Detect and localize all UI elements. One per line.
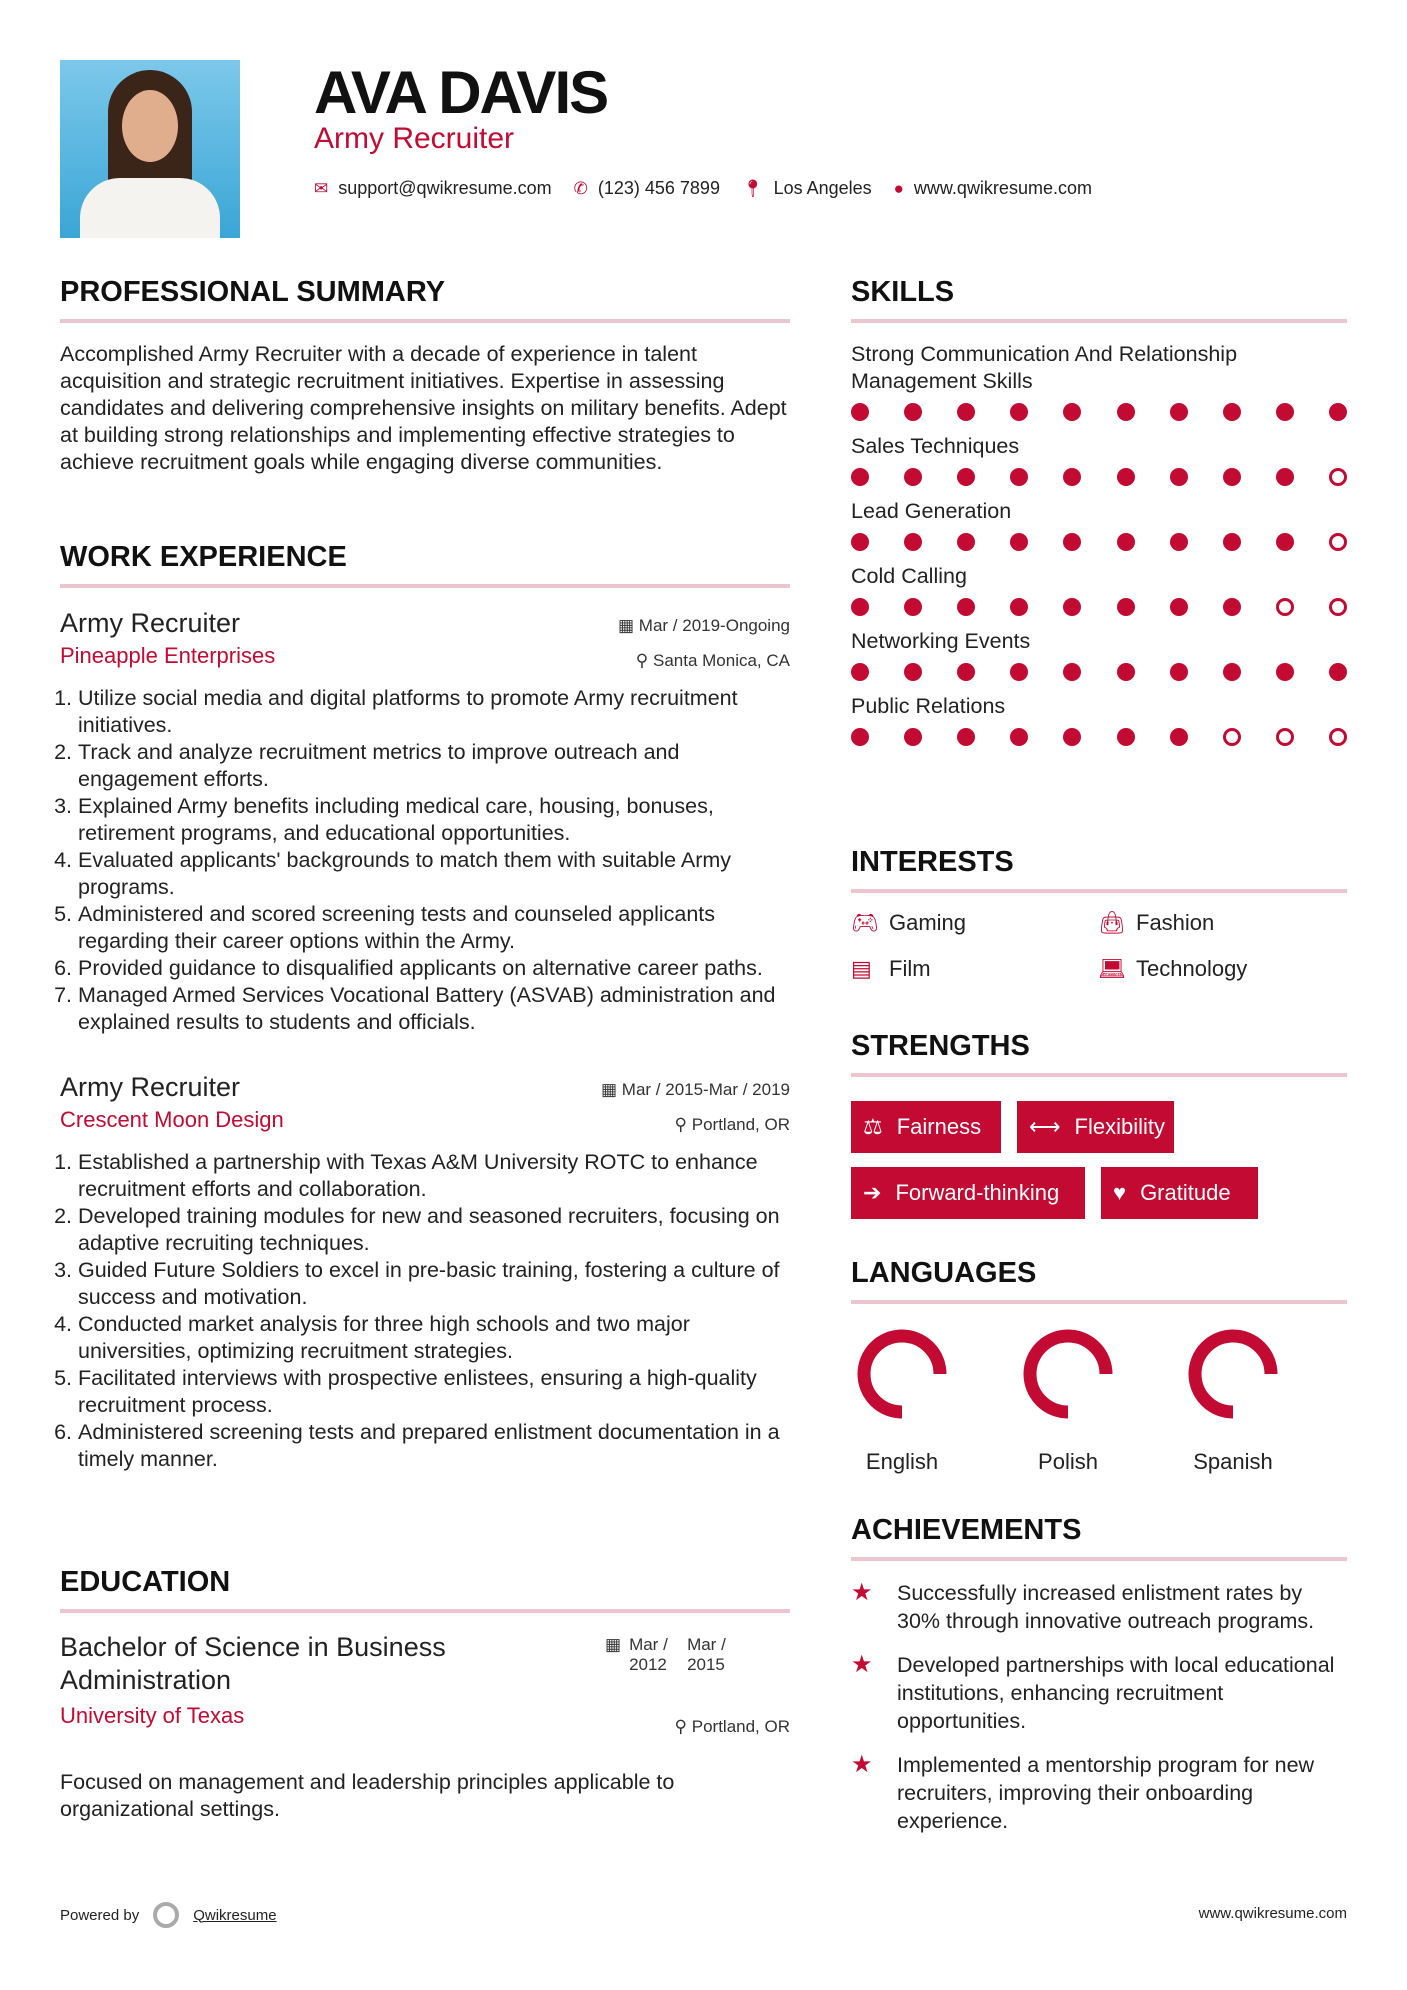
company-name: Crescent Moon Design [60,1107,284,1132]
rating-dot-filled [1223,663,1241,681]
arrows-h-icon: ⟷ [1029,1114,1061,1139]
interests-section [851,846,1347,1006]
divider [60,1609,790,1613]
interest-fashion: 👜︎ Fashion [1098,910,1215,935]
list-item: 6. Provided guidance to disqualified applicants on alternative career paths. [78,955,790,982]
email[interactable]: support@qwikresume.com [338,178,552,198]
rating-dot-empty [1329,598,1347,616]
rating-dot-filled [1010,533,1028,551]
rating-dot-filled [1170,728,1188,746]
section-title: WORK EXPERIENCE [60,541,347,573]
summary-section [60,276,790,476]
language-level-arc [837,1324,967,1424]
phone: (123) 456 7899 [597,178,720,198]
brand-link[interactable]: Qwikresume [193,1906,277,1924]
pin-icon: ⚲ [674,1717,692,1736]
rating-dot-filled [904,533,922,551]
rating-dot-filled [1063,663,1081,681]
dates-text: Mar / 2015-Mar / 2019 [621,1080,790,1099]
rating-dot-filled [957,728,975,746]
dates-text: Mar / 2019-Ongoing [638,616,790,635]
globe-icon: ● [893,178,904,198]
qwikresume-logo-icon [153,1902,179,1928]
rating-dot-filled [851,403,869,421]
job-location [636,651,790,671]
divider [851,1300,1347,1304]
laptop-icon: 💻︎ [1098,956,1126,981]
skill-name: Public Relations [851,694,1006,718]
rating-dot-empty [1223,728,1241,746]
rating-dot-filled [1010,403,1028,421]
skill-name: Lead Generation [851,499,1012,523]
skill-rating [851,663,1347,681]
company-name: Pineapple Enterprises [60,643,276,668]
language-item [837,1324,967,1475]
achievement-item [851,1651,1347,1735]
rating-dot-filled [1276,533,1294,551]
calendar-icon: ▦ [601,1080,622,1099]
list-item: 4. Evaluated applicants' backgrounds to match them with suitable Army programs. [78,847,790,901]
achievements-section [851,1514,1347,1851]
rating-dot-filled [1170,663,1188,681]
job-dates [618,616,790,636]
rating-dot-filled [1063,468,1081,486]
list-item: 5. Administered and scored screening tests and counseled applicants regarding their career options within the Army. [78,901,790,955]
language-name: Spanish [1193,1449,1273,1474]
summary-text: Accomplished Army Recruiter with a decade of experience in talent acquisition and strategic recruitment initiatives. Expertise in assessing candidates and delivering comprehensive insights on military benefits. Adept at building strong relationships and implementing effective strategies to achieve recruitment goals while engaging diverse communities. [60,342,787,474]
language-name: Polish [1038,1449,1098,1474]
rating-dot-filled [851,728,869,746]
job-entry [60,1072,790,1473]
divider [851,1557,1347,1561]
strength-forward-thinking: ➔ Forward-thinking [851,1167,1085,1219]
rating-dot-filled [904,598,922,616]
divider [851,1073,1347,1077]
rating-dot-filled [851,663,869,681]
pin-icon: ⚲ [635,651,653,670]
heart-icon: ♥ [1113,1180,1127,1205]
skill-rating [851,598,1347,616]
skill-rating [851,533,1347,551]
achievement-text: Developed partnerships with local educational institutions, enhancing recruitment opportunities. [897,1653,1335,1733]
rating-dot-filled [1117,533,1135,551]
rating-dot-filled [1010,728,1028,746]
strength-gratitude: ♥ Gratitude [1101,1167,1258,1219]
website[interactable]: www.qwikresume.com [913,178,1092,198]
rating-dot-filled [1329,663,1347,681]
section-title: ACHIEVEMENTS [851,1514,1082,1546]
footer-url[interactable]: www.qwikresume.com [1198,1905,1347,1922]
strength-fairness: ⚖ Fairness [851,1101,1001,1153]
skill-rating [851,728,1347,746]
divider [851,889,1347,893]
language-name: English [865,1449,939,1474]
gamepad-icon: 🎮︎ [851,910,879,935]
rating-dot-filled [1276,403,1294,421]
rating-dot-filled [957,663,975,681]
rating-dot-filled [851,598,869,616]
envelope-icon: ✉ [314,178,329,198]
achievement-text: Implemented a mentorship program for new recruiters, improving their onboarding experience. [897,1753,1315,1833]
calendar-icon: ▦ [605,1635,622,1654]
job-role: Army Recruiter [314,122,515,155]
star-icon: ★ [851,1751,873,1778]
degree: Bachelor of Science in Business Administration [60,1632,446,1695]
list-item: 1. Utilize social media and digital platforms to promote Army recruitment initiatives. [78,685,790,739]
achievement-item [851,1579,1347,1635]
job-title: Army Recruiter [60,608,241,638]
rating-dot-empty [1329,533,1347,551]
skills-section [851,276,1347,758]
divider [851,319,1347,323]
rating-dot-filled [957,403,975,421]
section-title: SKILLS [851,276,955,308]
rating-dot-filled [851,468,869,486]
map-pin-icon: 📍︎ [741,178,764,198]
rating-dot-empty [1276,728,1294,746]
rating-dot-filled [1117,728,1135,746]
rating-dot-empty [1329,468,1347,486]
rating-dot-filled [1010,468,1028,486]
language-item [1003,1324,1133,1475]
rating-dot-filled [904,403,922,421]
rating-dot-filled [957,533,975,551]
rating-dot-filled [904,728,922,746]
strength-flexibility: ⟷ Flexibility [1017,1101,1174,1153]
job-location [675,1115,790,1135]
skill-rating [851,403,1347,421]
arrow-right-icon: ➔ [863,1180,882,1205]
rating-dot-filled [1170,598,1188,616]
location: Los Angeles [773,178,872,198]
rating-dot-filled [1276,663,1294,681]
rating-dot-filled [1223,468,1241,486]
skill-name: Cold Calling [851,564,967,588]
achievement-text: Successfully increased enlistment rates by 30% through innovative outreach programs. [897,1581,1315,1633]
section-title: EDUCATION [60,1566,231,1598]
skill-name: Networking Events [851,629,1031,653]
job-title: Army Recruiter [60,1072,241,1102]
rating-dot-filled [1170,533,1188,551]
rating-dot-filled [1010,663,1028,681]
rating-dot-filled [1117,468,1135,486]
bullet-list [60,685,790,1036]
strengths-section [851,1030,1347,1230]
skill-name: Sales Techniques [851,434,1020,458]
rating-dot-filled [904,663,922,681]
balance-scale-icon: ⚖ [863,1114,883,1139]
rating-dot-filled [1010,598,1028,616]
pin-icon: ⚲ [674,1115,692,1134]
rating-dot-empty [1329,728,1347,746]
school: University of Texas [60,1703,245,1728]
interest-technology: 💻︎ Technology [1098,956,1248,981]
rating-dot-filled [1117,598,1135,616]
divider [60,584,790,588]
list-item: 6. Administered screening tests and prepared enlistment documentation in a timely manner. [78,1419,790,1473]
rating-dot-filled [851,533,869,551]
list-item: 1. Established a partnership with Texas A&M University ROTC to enhance recruitment efforts and collaboration. [78,1149,790,1203]
edu-end: Mar / 2015 [687,1635,726,1674]
rating-dot-filled [957,468,975,486]
rating-dot-filled [957,598,975,616]
job-dates [601,1080,790,1100]
rating-dot-filled [1329,403,1347,421]
footer-powered: Powered by Qwikresume [60,1902,277,1928]
interest-gaming: 🎮︎ Gaming [851,910,967,935]
language-level-arc [1003,1324,1133,1424]
list-item: 3. Guided Future Soldiers to excel in pre-basic training, fostering a culture of success and motivation. [78,1257,790,1311]
phone-icon: ✆ [573,178,588,198]
divider [60,319,790,323]
film-icon: ▤ [851,956,872,981]
rating-dot-filled [1117,663,1135,681]
contact-bar [314,178,1092,199]
skill-name: Strong Communication And Relationship Management Skills [851,342,1238,393]
job-entry [60,608,790,1036]
work-section [60,541,790,1473]
rating-dot-filled [1223,598,1241,616]
edu-location: ⚲ Portland, OR [674,1717,790,1736]
list-item: 4. Conducted market analysis for three high schools and two major universities, optimizing recruitment strategies. [78,1311,790,1365]
list-item: 5. Facilitated interviews with prospective enlistees, ensuring a high-quality recruitment process. [78,1365,790,1419]
candidate-name: AVA DAVIS [314,59,608,126]
bullet-list [60,1149,790,1473]
rating-dot-filled [1063,403,1081,421]
skill-rating [851,468,1347,486]
location-text: Portland, OR [691,1115,790,1134]
rating-dot-filled [1063,598,1081,616]
list-item: 3. Explained Army benefits including medical care, housing, bonuses, retirement programs, and educational opportunities. [78,793,790,847]
star-icon: ★ [851,1579,873,1606]
star-icon: ★ [851,1651,873,1678]
rating-dot-filled [1063,728,1081,746]
section-title: PROFESSIONAL SUMMARY [60,276,446,308]
location-text: Santa Monica, CA [652,651,790,670]
education-section [60,1566,790,1823]
languages-section [851,1257,1347,1304]
list-item: 2. Track and analyze recruitment metrics to improve outreach and engagement efforts. [78,739,790,793]
rating-dot-filled [1276,468,1294,486]
rating-dot-filled [1223,533,1241,551]
shopping-bag-icon: 👜︎ [1098,910,1126,935]
edu-start: Mar / 2012 [629,1635,668,1674]
section-title: LANGUAGES [851,1257,1037,1289]
profile-photo [60,60,240,238]
list-item: 7. Managed Armed Services Vocational Battery (ASVAB) administration and explained results to students and officials. [78,982,790,1036]
section-title: INTERESTS [851,846,1014,878]
language-level-arc [1168,1324,1298,1424]
interest-film: ▤ Film [851,956,931,981]
rating-dot-filled [1063,533,1081,551]
list-item: 2. Developed training modules for new and seasoned recruiters, focusing on adaptive recruiting techniques. [78,1203,790,1257]
rating-dot-filled [1170,403,1188,421]
edu-text: Focused on management and leadership principles applicable to organizational settings. [60,1770,675,1821]
rating-dot-filled [1170,468,1188,486]
rating-dot-filled [1223,403,1241,421]
rating-dot-filled [1117,403,1135,421]
achievement-item [851,1751,1347,1835]
rating-dot-empty [1276,598,1294,616]
language-item [1168,1324,1298,1475]
calendar-icon: ▦ [618,616,639,635]
section-title: STRENGTHS [851,1030,1030,1062]
rating-dot-filled [904,468,922,486]
